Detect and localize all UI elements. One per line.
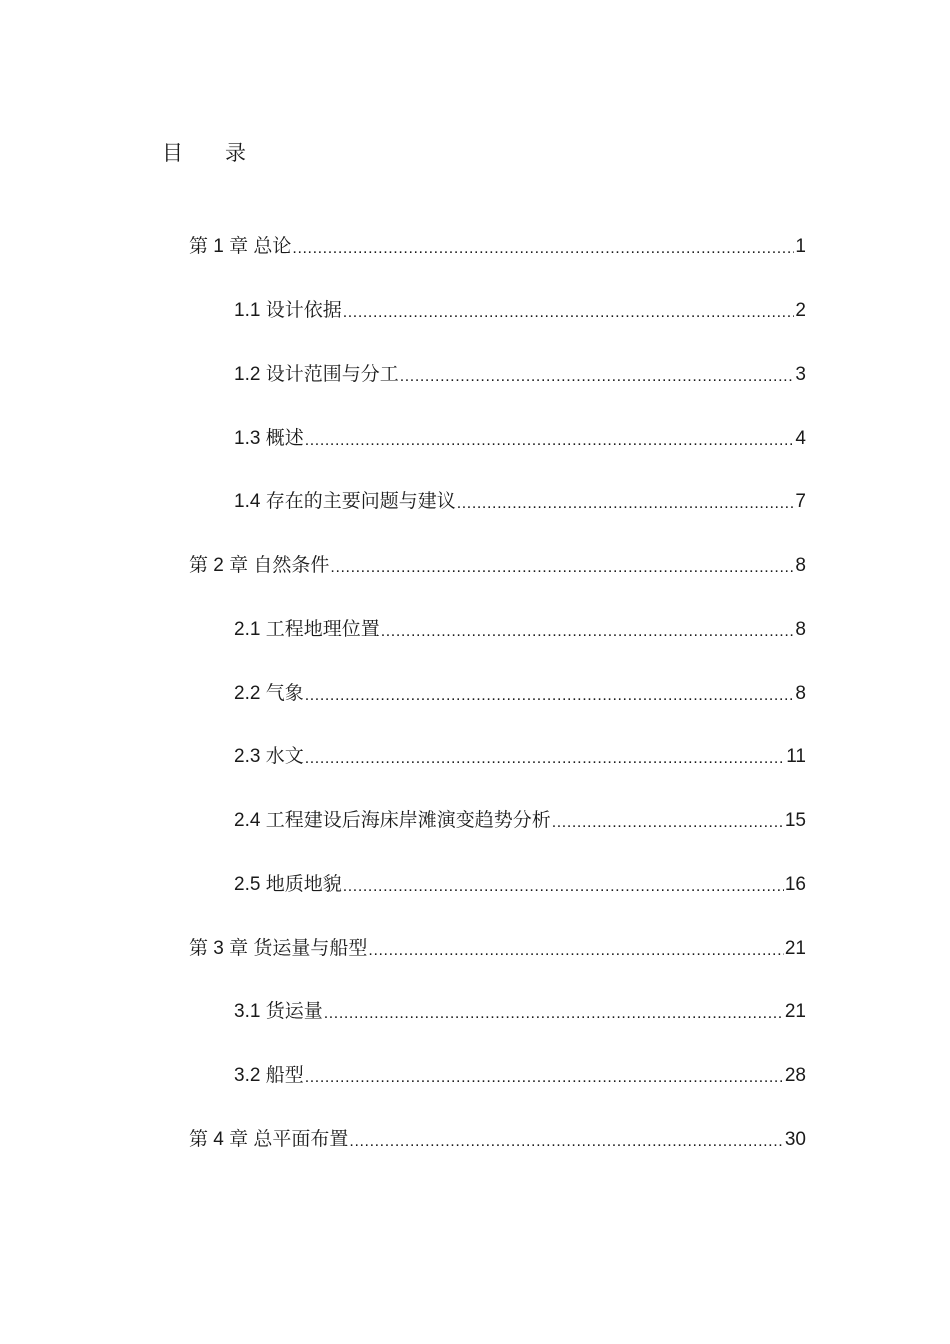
toc-leader: [343, 873, 784, 897]
toc-entry-label: 1.1 设计依据: [234, 300, 342, 321]
toc-entry-page: 4: [795, 428, 806, 449]
toc-leader: [324, 1000, 784, 1024]
toc-leader: [330, 554, 794, 578]
toc-entry-label: 1.3 概述: [234, 428, 304, 449]
toc-leader: [305, 682, 795, 706]
toc-entry[interactable]: [189, 554, 806, 578]
toc-leader: [343, 299, 795, 323]
toc-entry-page: 28: [784, 1065, 806, 1086]
toc-leader: [292, 235, 794, 259]
toc-entry[interactable]: [234, 618, 806, 642]
toc-entry-page: 21: [784, 1001, 806, 1022]
toc-entry-page: 7: [795, 491, 806, 512]
toc-entry-label: 2.3 水文: [234, 746, 304, 767]
toc-entry-page: 3: [795, 364, 806, 385]
toc-entry[interactable]: [234, 363, 806, 387]
toc-entry-page: 8: [795, 683, 806, 704]
toc-entry[interactable]: [234, 299, 806, 323]
toc-entry-label: 3.2 船型: [234, 1065, 304, 1086]
toc-entry[interactable]: [234, 682, 806, 706]
toc-leader: [305, 427, 795, 451]
toc-entry-label: 2.4 工程建设后海床岸滩演变趋势分析: [234, 810, 551, 831]
toc-entry-label: 2.2 气象: [234, 683, 304, 704]
toc-entry-label: 2.5 地质地貌: [234, 874, 342, 895]
toc-entry-page: 8: [795, 619, 806, 640]
toc-leader: [400, 363, 795, 387]
toc-entry[interactable]: [189, 235, 806, 259]
toc-entry-label: 2.1 工程地理位置: [234, 619, 380, 640]
toc-leader: [368, 937, 783, 961]
toc-entry[interactable]: [189, 937, 806, 961]
toc-leader: [305, 745, 786, 769]
toc-entry-label: 1.2 设计范围与分工: [234, 364, 399, 385]
toc-entry[interactable]: [234, 427, 806, 451]
toc-entry-page: 30: [784, 1129, 806, 1150]
toc-entry[interactable]: [234, 873, 806, 897]
toc-leader: [349, 1128, 783, 1152]
toc-entry[interactable]: [189, 1128, 806, 1152]
toc-entry-page: 11: [786, 746, 806, 767]
toc-entry-label: 1.4 存在的主要问题与建议: [234, 491, 456, 512]
toc-entry[interactable]: [234, 490, 806, 514]
toc-entry[interactable]: [234, 1000, 806, 1024]
toc-entry-label: 第 4 章 总平面布置: [189, 1129, 349, 1150]
toc-entry[interactable]: [234, 1064, 806, 1088]
toc-entry-label: 第 2 章 自然条件: [189, 555, 330, 576]
toc-leader: [381, 618, 795, 642]
toc-entry[interactable]: [234, 745, 806, 769]
toc-entry-label: 3.1 货运量: [234, 1001, 323, 1022]
toc-entry-page: 1: [795, 236, 806, 257]
toc-entry-page: 2: [795, 300, 806, 321]
toc-entry-page: 8: [795, 555, 806, 576]
toc-entry-label: 第 3 章 货运量与船型: [189, 938, 368, 959]
toc-leader: [305, 1064, 784, 1088]
toc-entry-page: 16: [784, 874, 806, 895]
toc-title: 目 录: [162, 142, 246, 165]
toc-entry-page: 21: [784, 938, 806, 959]
toc-entry-page: 15: [784, 810, 806, 831]
toc-entry[interactable]: [234, 809, 806, 833]
toc-leader: [552, 809, 784, 833]
toc-leader: [457, 490, 795, 514]
toc-entry-label: 第 1 章 总论: [189, 236, 292, 257]
